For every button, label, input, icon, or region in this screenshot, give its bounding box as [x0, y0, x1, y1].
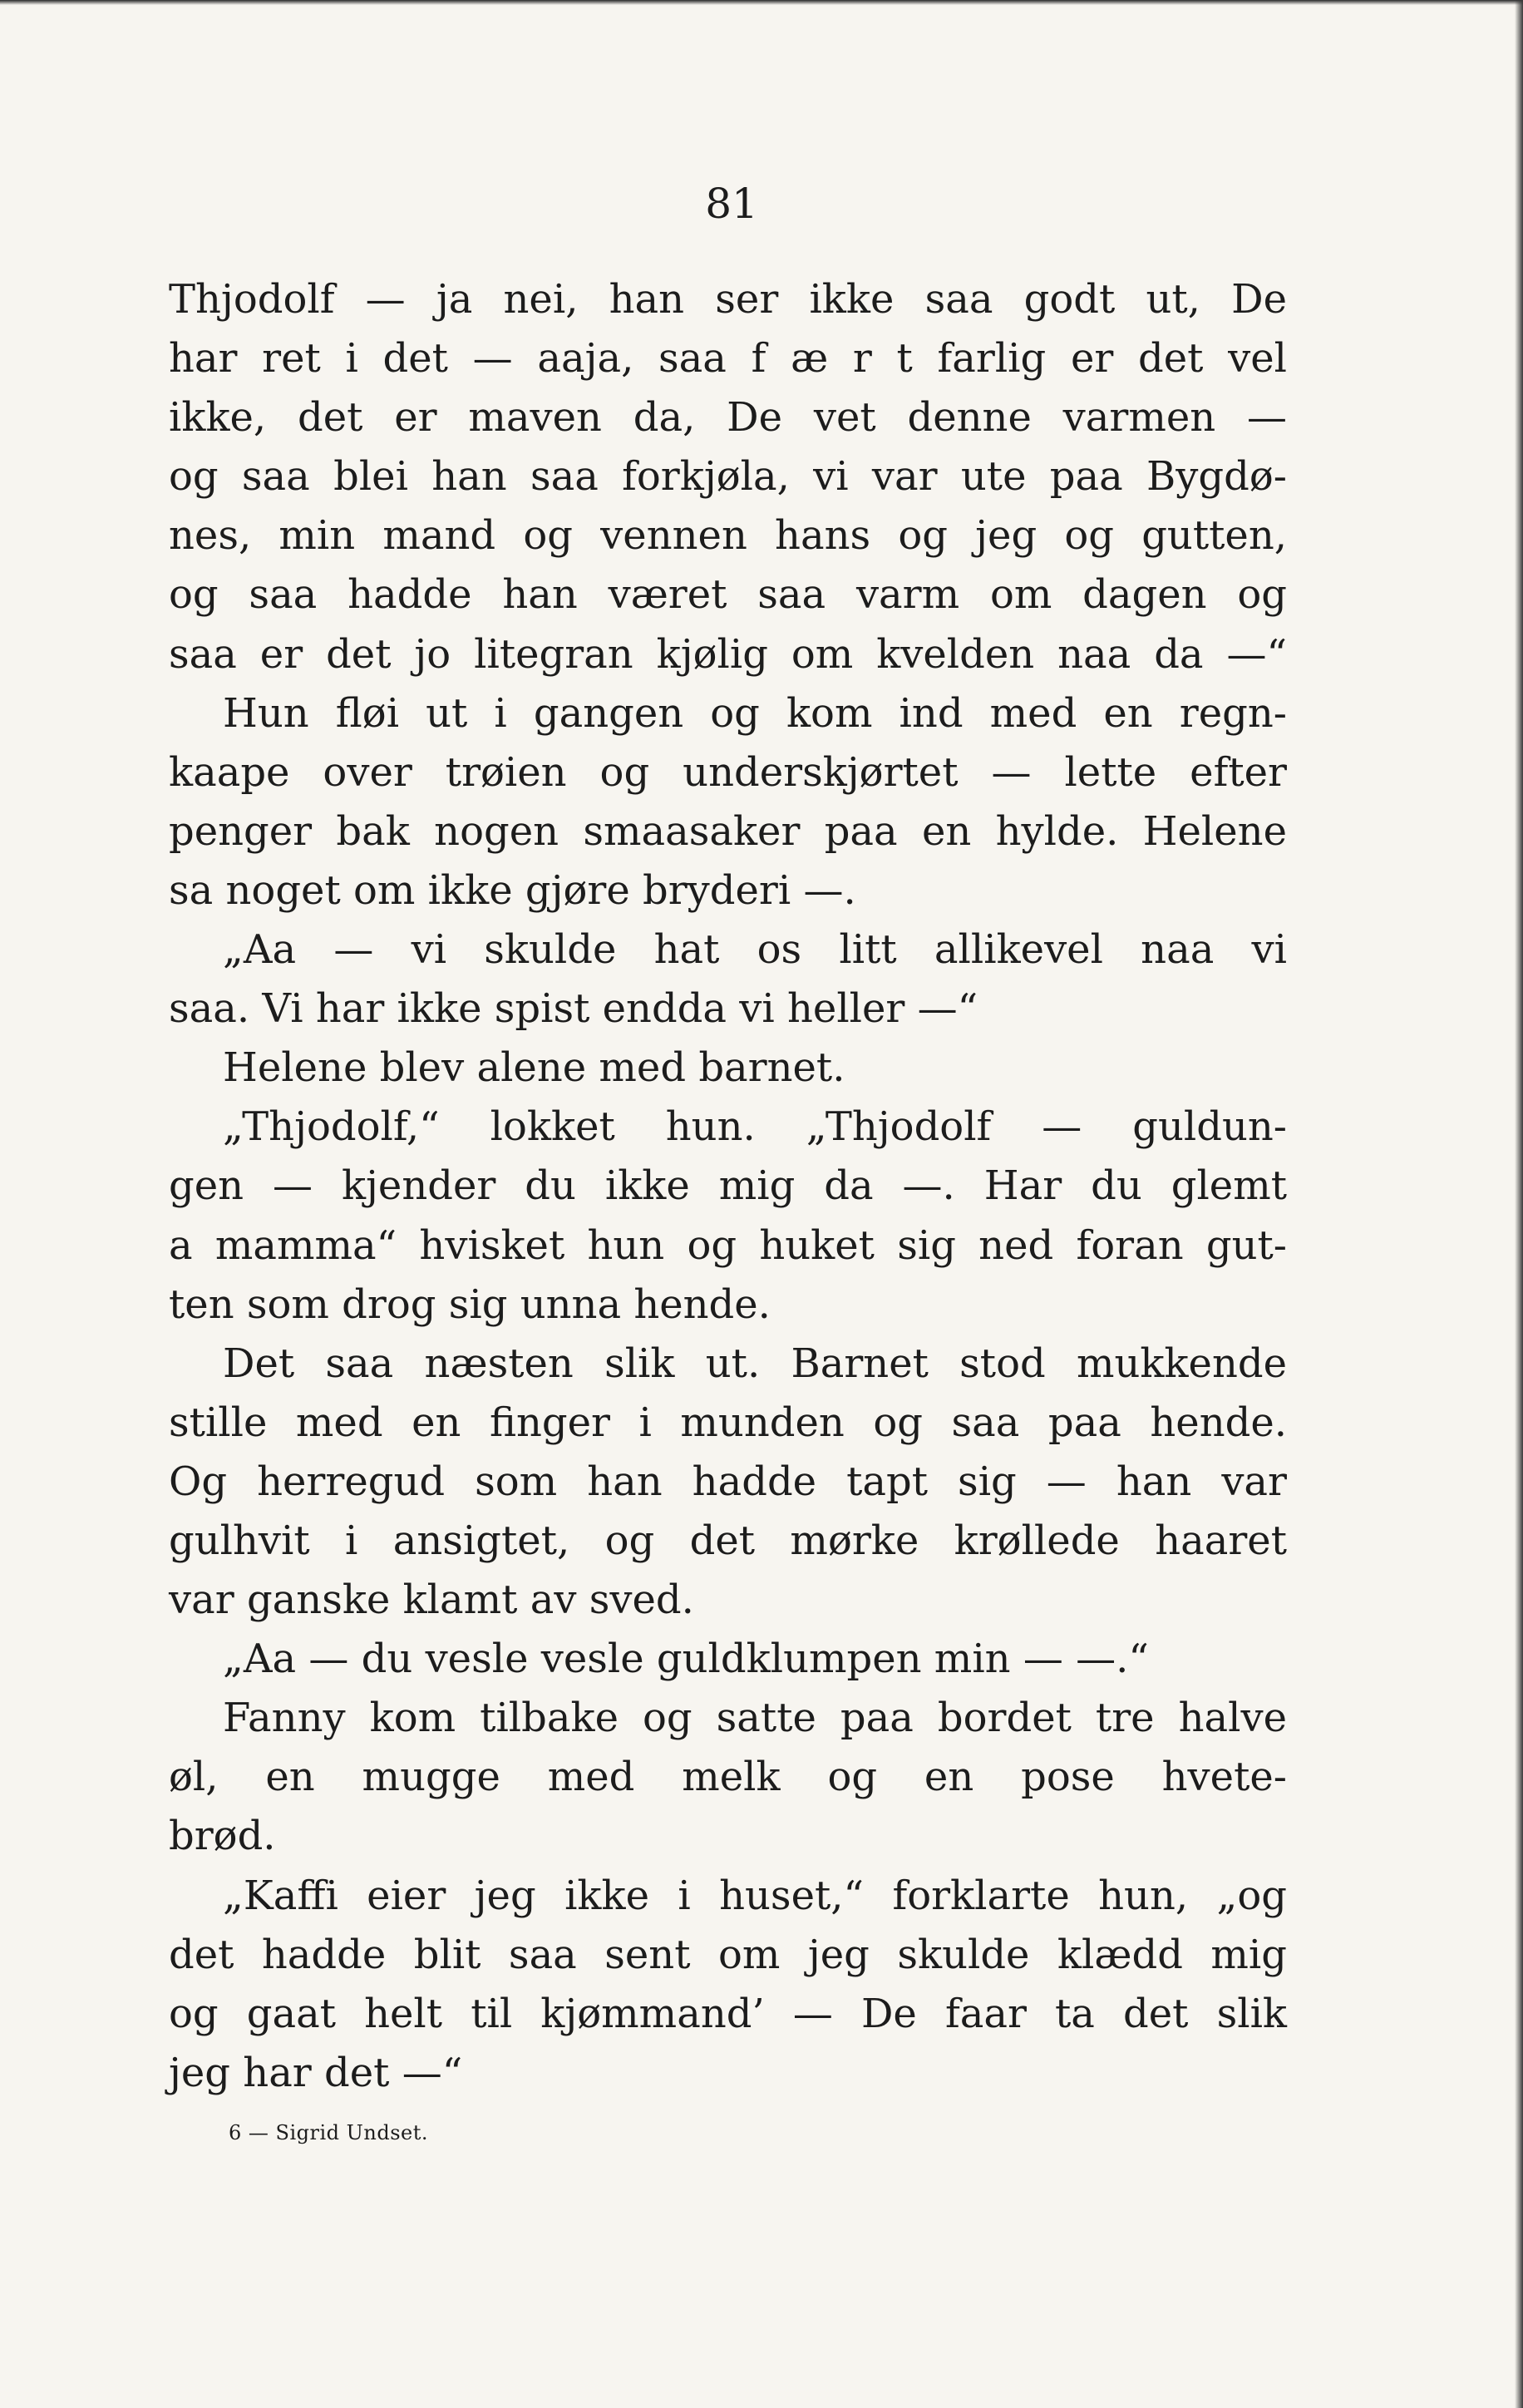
page-number: 81	[705, 180, 758, 228]
text-line: Fanny kom tilbake og satte paa bordet tre halve	[223, 1695, 1287, 1742]
text-line: og saa hadde han været saa varm om dagen og	[169, 571, 1287, 619]
text-line: nes, min mand og vennen hans og jeg og gutten,	[169, 512, 1287, 560]
page-right-edge	[1515, 0, 1523, 2408]
text-line: gen — kjender du ikke mig da —. Har du glemt	[169, 1162, 1287, 1210]
text-line: penger bak nogen smaasaker paa en hylde. Helene	[169, 807, 1287, 855]
text-line: brød.	[169, 1813, 276, 1860]
body-text	[169, 270, 1287, 2103]
text-line: saa er det jo litegran kjølig om kvelden naa da —“	[169, 630, 1287, 678]
text-line: sa noget om ikke gjøre bryderi —.	[169, 866, 856, 914]
text-line: Thjodolf — ja nei, han ser ikke saa godt ut, De	[169, 276, 1287, 323]
text-line: ikke, det er maven da, De vet denne varmen —	[169, 394, 1287, 442]
text-line: Hun fløi ut i gangen og kom ind med en regn-	[223, 689, 1287, 737]
text-line: a mamma“ hvisket hun og huket sig ned foran gut-	[169, 1221, 1287, 1269]
text-line: det hadde blit saa sent om jeg skulde klædd mig	[169, 1931, 1287, 1978]
text-line: Helene blev alene med barnet.	[223, 1044, 845, 1092]
text-line: „Aa — du vesle vesle guldklumpen min — —.“	[223, 1636, 1149, 1683]
text-line: jeg har det —“	[169, 2049, 463, 2096]
signature-footer: 6 — Sigrid Undset.	[229, 2121, 428, 2144]
text-line: øl, en mugge med melk og en pose hvete-	[169, 1754, 1287, 1801]
text-line: Og herregud som han hadde tapt sig — han var	[169, 1458, 1287, 1505]
text-line: „Kaffi eier jeg ikke i huset,“ forklarte hun, „og	[223, 1872, 1287, 1919]
text-line: gulhvit i ansigtet, og det mørke krøllede haaret	[169, 1517, 1287, 1564]
text-line: „Thjodolf,“ lokket hun. „Thjodolf — guldun-	[223, 1103, 1287, 1151]
text-line: stille med en finger i munden og saa paa hende.	[169, 1399, 1287, 1446]
text-line: ten som drog sig unna hende.	[169, 1280, 771, 1328]
text-line: var ganske klamt av sved.	[169, 1577, 694, 1624]
text-line: saa. Vi har ikke spist endda vi heller —“	[169, 985, 978, 1033]
page-top-edge	[0, 0, 1523, 5]
text-line: kaape over trøien og underskjørtet — lette efter	[169, 748, 1287, 796]
text-line: har ret i det — aaja, saa f æ r t farlig er det vel	[169, 335, 1287, 382]
text-line: og saa blei han saa forkjøla, vi var ute paa Bygdø-	[169, 453, 1287, 501]
text-line: og gaat helt til kjømmand’ — De faar ta det slik	[169, 1990, 1287, 2037]
text-line: „Aa — vi skulde hat os litt allikevel naa vi	[223, 926, 1287, 974]
text-line: Det saa næsten slik ut. Barnet stod mukkende	[223, 1340, 1287, 1387]
